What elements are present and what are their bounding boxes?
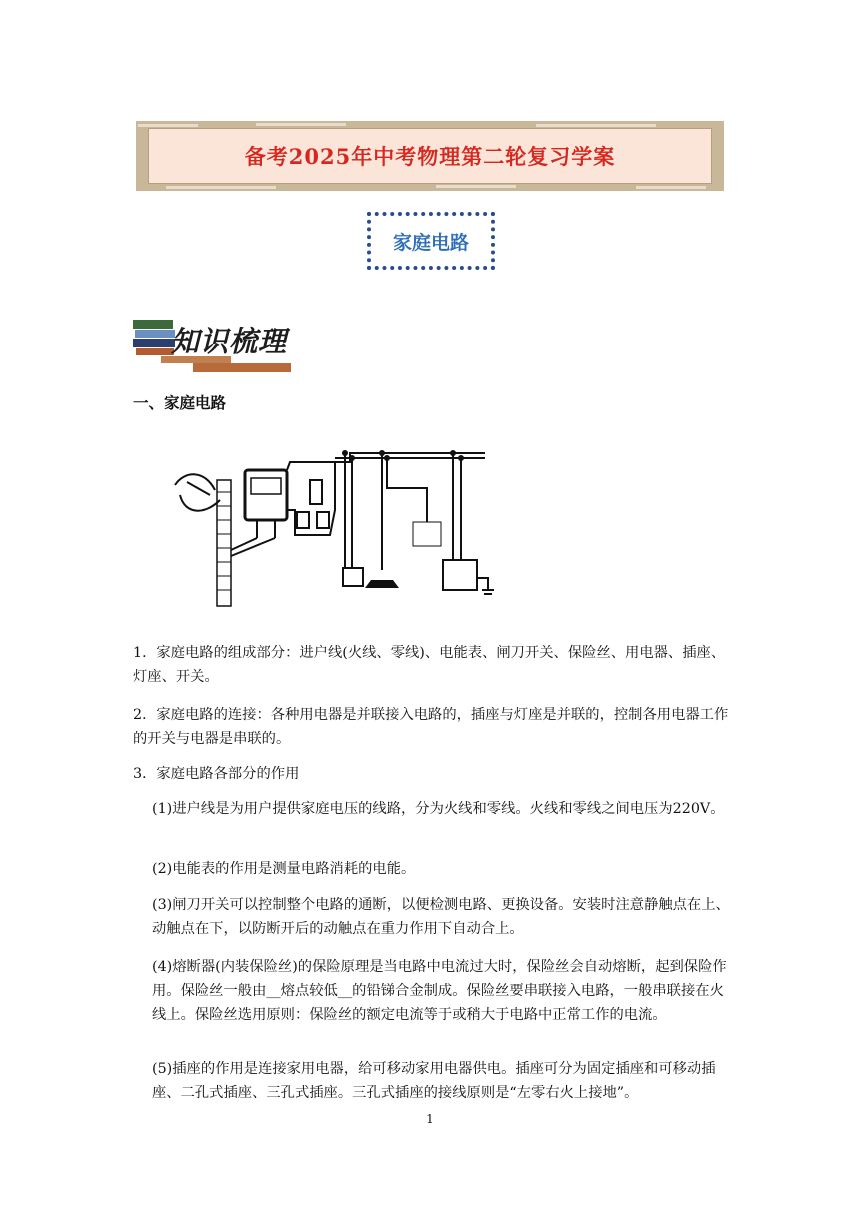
sub-paragraph-2: (2)电能表的作用是测量电路消耗的电能。 bbox=[152, 861, 416, 877]
knowledge-logo bbox=[133, 318, 293, 376]
section-heading: 一、家庭电路 bbox=[133, 394, 227, 412]
paragraph-3: 3．家庭电路各部分的作用 bbox=[133, 766, 300, 782]
paragraph-2: 2．家庭电路的连接：各种用电器是并联接入电路的，插座与灯座是并联的，控制各用电器工作的开关与电器是串联的。 bbox=[133, 707, 729, 747]
topic-box bbox=[367, 212, 495, 270]
logo-text: 知识梳理 bbox=[171, 325, 288, 358]
sub-paragraph-4: (4)熔断器(内装保险丝)的保险原理是当电路中电流过大时，保险丝会自动熔断，起到保险作用。保险丝一般由__熔点较低__的铅锑合金制成。保险丝要串联接入电路，一般串联接在火线上。保险丝选用原则：保险丝的额定电流等于或稍大于电路中正常工作的电流。 bbox=[152, 959, 727, 1023]
sub-paragraph-1: (1)进户线是为用户提供家庭电压的线路，分为火线和零线。火线和零线之间电压为220V。 bbox=[152, 801, 725, 817]
sub-paragraph-5: (5)插座的作用是连接家用电器，给可移动家用电器供电。插座可分为固定插座和可移动插座、二孔式插座、三孔式插座。三孔式插座的接线原则是“左零右火上接地”。 bbox=[152, 1061, 716, 1101]
document-title: 备考2025年中考物理第二轮复习学案 bbox=[244, 144, 616, 169]
title-banner bbox=[136, 121, 724, 191]
page-number: 1 bbox=[426, 1112, 434, 1126]
paragraph-1: 1．家庭电路的组成部分：进户线(火线、零线)、电能表、闸刀开关、保险丝、用电器、插座、灯座、开关。 bbox=[133, 645, 726, 685]
topic-title: 家庭电路 bbox=[392, 231, 469, 254]
title-banner-inner bbox=[148, 128, 712, 184]
sub-paragraph-3: (3)闸刀开关可以控制整个电路的通断，以便检测电路、更换设备。安装时注意静触点在上、动触点在下，以防断开后的动触点在重力作用下自动合上。 bbox=[152, 897, 730, 937]
household-circuit-diagram bbox=[165, 440, 495, 615]
